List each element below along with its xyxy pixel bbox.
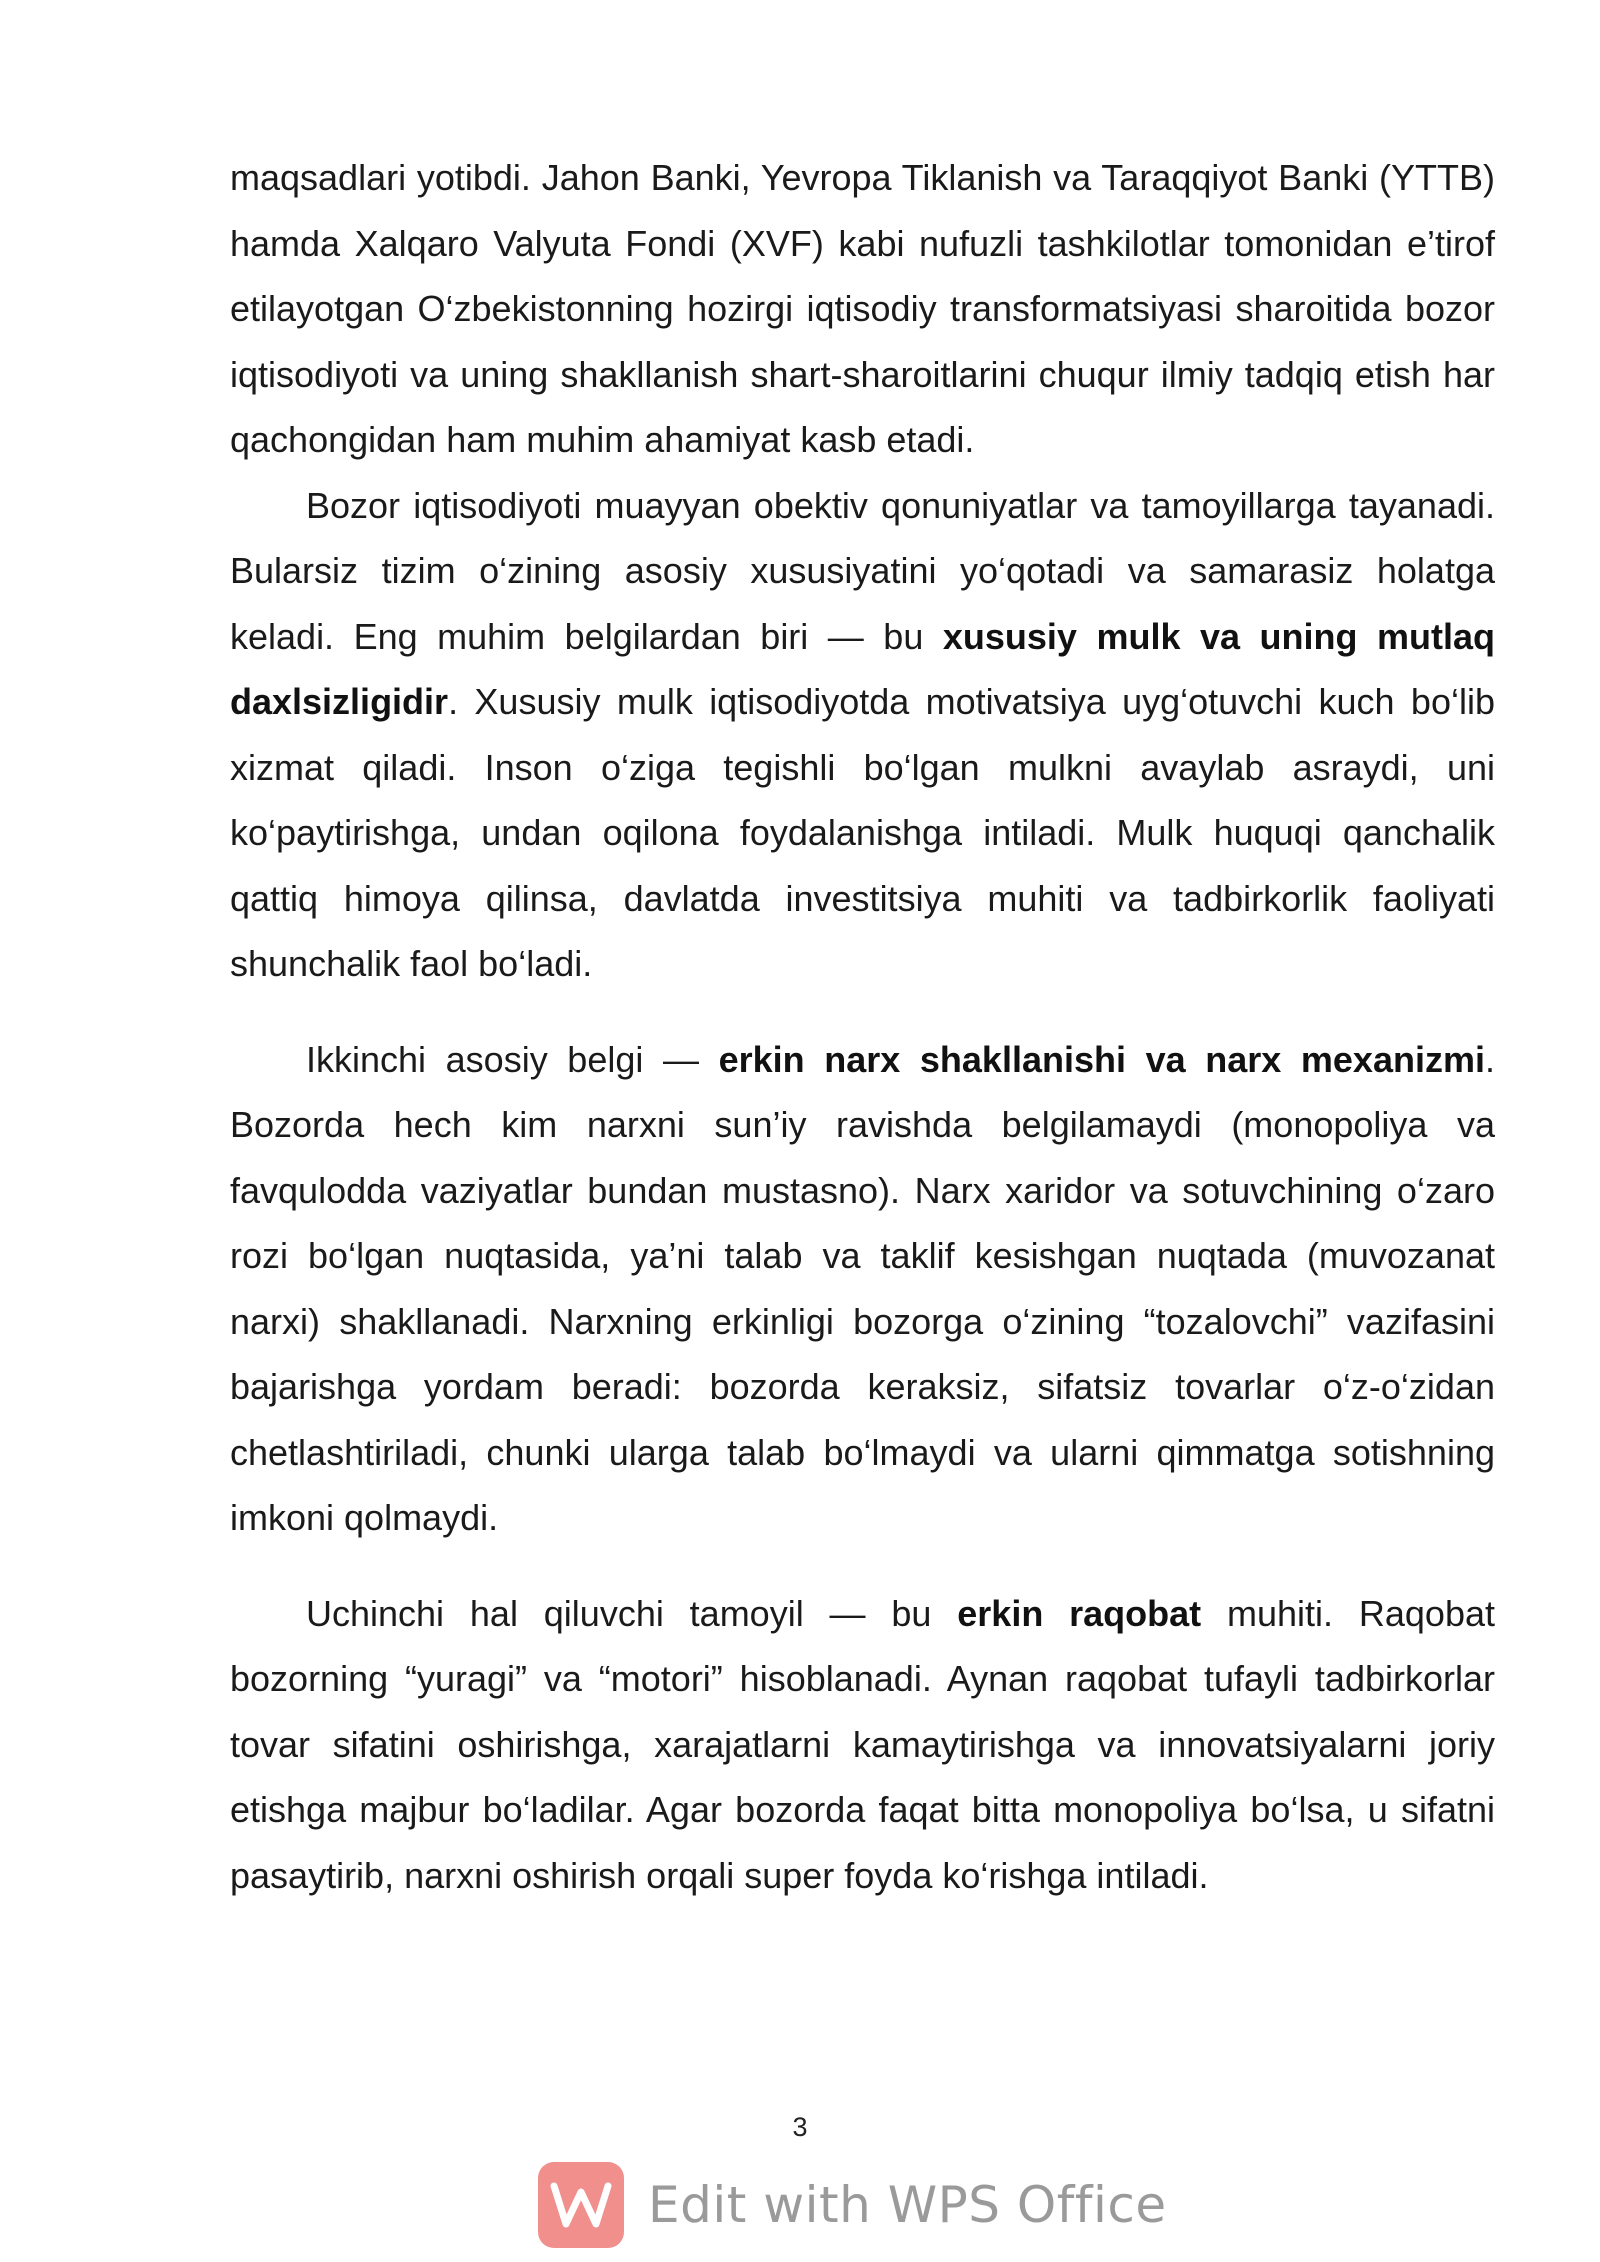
wps-edit-banner[interactable] (538, 2160, 1167, 2250)
wps-logo-icon (538, 2162, 624, 2248)
paragraph-4-text-a: Uchinchi hal qiluvchi tamoyil — bu (306, 1592, 958, 1634)
paragraph-2-bold: xususiy mulk va uning mutlaq daxlsizligidir (230, 615, 1495, 722)
paragraph-4 (230, 1581, 1495, 1909)
paragraph-3-text-b: . Bozorda hech kim narxni sun’iy ravishda belgilamaydi (monopoliya va favqulodda vaziyatlar bundan mustasno). Narx xaridor va sotuvchining o‘zaro rozi bo‘lgan nuqtasida, ya’ni talab va taklif kesishgan nuqtada (muvozanat narxi) shakllanadi. Narxning erkinligi bozorga o‘zining “tozalovchi” vazifasini bajarishga yordam beradi: bozorda keraksiz, sifatsiz tovarlar o‘z-o‘zidan chetlashtiriladi, chunki ularga talab bo‘lmaydi va ularni qimmatga sotishning imkoni qolmaydi. (230, 1038, 1495, 1538)
page-number: 3 (792, 2112, 808, 2142)
paragraph-3 (230, 1027, 1495, 1551)
paragraph-2-text-b: . Xususiy mulk iqtisodiyotda motivatsiya uyg‘otuvchi kuch bo‘lib xizmat qiladi. Inson o‘ziga tegishli bo‘lgan mulkni avaylab asraydi, uni ko‘paytirishga, undan oqilona foydalanishga intiladi. Mulk huquqi qanchalik qattiq himoya qilinsa, davlatda investitsiya muhiti va tadbirkorlik faoliyati shunchalik faol bo‘ladi. (230, 681, 1495, 984)
wps-edit-label[interactable]: Edit with WPS Office (648, 2176, 1167, 2234)
paragraph-2-text-a: Bozor iqtisodiyoti muayyan obektiv qonuniyatlar va tamoyillarga tayanadi. Bularsiz tizim o‘zining asosiy xususiyatini yo‘qotadi va samarasiz holatga keladi. Eng muhim belgilardan biri — bu (230, 484, 1495, 657)
paragraph-1-text: maqsadlari yotibdi. Jahon Banki, Yevropa Tiklanish va Taraqqiyot Banki (YTTB) hamda Xalqaro Valyuta Fondi (XVF) kabi nufuzli tashkilotlar tomonidan e’tirof etilayotgan O‘zbekistonning hozirgi iqtisodiy transformatsiyasi sharoitida bozor iqtisodiyoti va uning shakllanish shart-sharoitlarini chuqur ilmiy tadqiq etish har qachongidan ham muhim ahamiyat kasb etadi. (230, 157, 1495, 460)
paragraph-1 (230, 145, 1495, 473)
paragraph-4-bold: erkin raqobat (957, 1592, 1202, 1634)
paragraph-4-text-b: muhiti. Raqobat bozorning “yuragi” va “motori” hisoblanadi. Aynan raqobat tufayli tadbirkorlar tovar sifatini oshirishga, xarajatlarni kamaytirishga va innovatsiyalarni joriy etishga majbur bo‘ladilar. Agar bozorda faqat bitta monopoliya bo‘lsa, u sifatni pasaytirib, narxni oshirish orqali super foyda ko‘rishga intiladi. (230, 1592, 1495, 1896)
document-page (230, 145, 1495, 1908)
paragraph-2 (230, 473, 1495, 997)
paragraph-3-bold: erkin narx shakllanishi va narx mexanizmi (718, 1038, 1485, 1080)
paragraph-3-text-a: Ikkinchi asosiy belgi — (306, 1038, 719, 1080)
